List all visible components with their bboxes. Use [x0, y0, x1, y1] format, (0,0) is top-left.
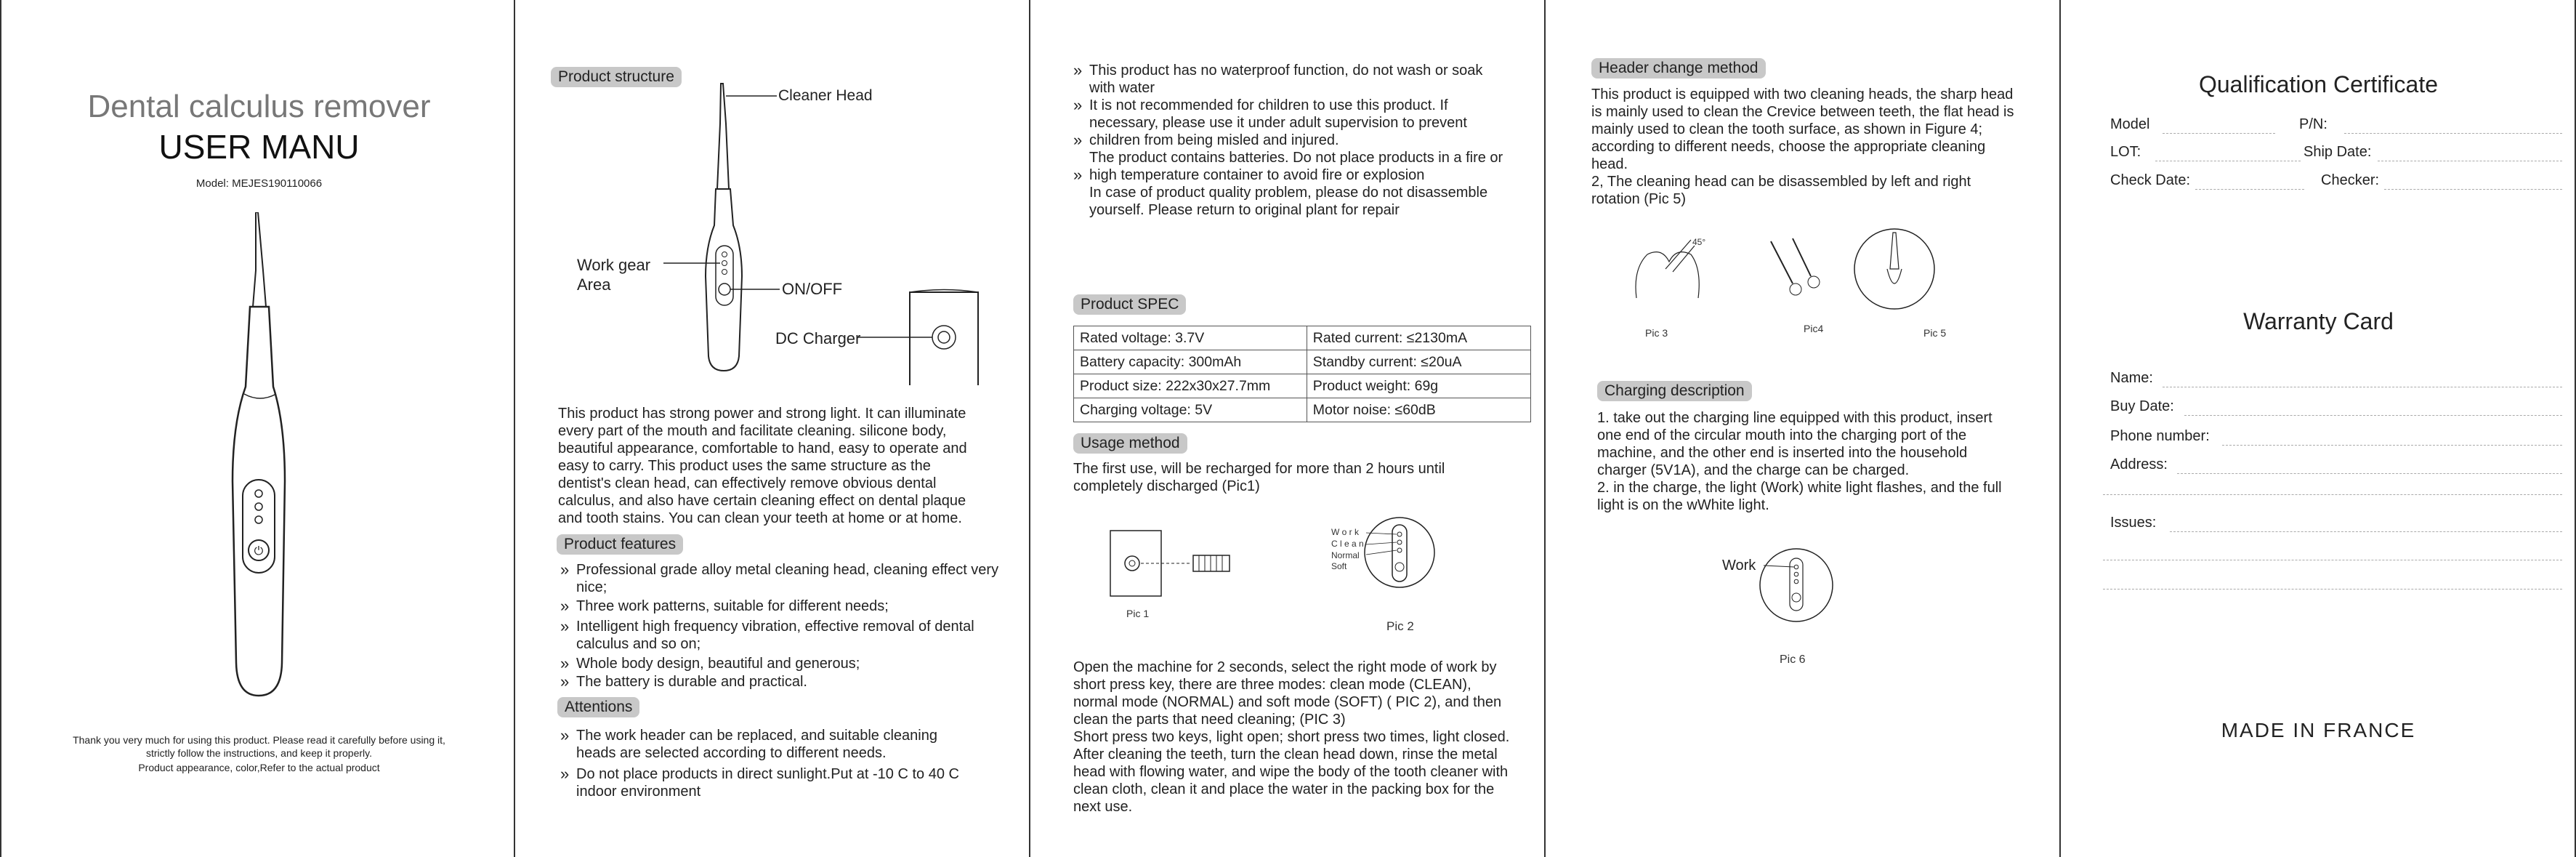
spec-cell: Standby current: ≤20uA	[1307, 350, 1530, 374]
feature-item	[576, 598, 889, 615]
spec-panel	[1030, 0, 1546, 857]
cert-check-date-line	[2195, 189, 2304, 190]
usage-line: clean cloth, clean it and place the water in the packing box for the	[1073, 781, 1495, 797]
header-line: 2, The cleaning head can be disassembled by left and right	[1591, 174, 1971, 190]
charging-line: one end of the circular mouth into the charging port of the	[1597, 427, 1967, 443]
feature-text: » The battery is durable and practical.	[576, 674, 807, 690]
charging-body	[1597, 409, 2055, 514]
desc-line: every part of the mouth and facilitate cleaning. silicone body,	[558, 423, 947, 439]
feature-text: » Intelligent high frequency vibration, effective removal of dental	[576, 619, 974, 635]
header-line: head.	[1591, 156, 1628, 172]
made-in-label: MADE IN FRANCE	[2221, 719, 2416, 741]
usage-line: normal mode (NORMAL) and soft mode (SOFT) ( PIC 2), and then	[1073, 694, 1502, 710]
pic2-caption: Pic 2	[1386, 619, 1414, 633]
svg-text:⏻: ⏻	[254, 545, 264, 558]
warranty-name-label: Name:	[2110, 370, 2153, 386]
header-line: mainly used to clean the tooth surface, as shown in Figure 4;	[1591, 121, 1983, 137]
table-row	[1074, 326, 1531, 350]
usage-line: After cleaning the teeth, turn the clean head down, rinse the metal	[1073, 747, 1498, 763]
pic1-caption: Pic 1	[1126, 608, 1150, 619]
structure-panel	[515, 0, 1030, 857]
header-line: is mainly used to clean the Crevice between teeth, the flat head is	[1591, 104, 2014, 120]
cert-model-label: Model	[2110, 116, 2150, 132]
warranty-issues-label: Issues:	[2110, 515, 2157, 531]
warranty-buy-date-line	[2184, 415, 2562, 416]
usage-line: Short press two keys, light open; short press two times, light closed.	[1073, 729, 1510, 745]
spec-cell: Product weight: 69g	[1307, 374, 1530, 398]
table-row	[1074, 374, 1531, 398]
pic5-caption: Pic 5	[1923, 327, 1947, 339]
thanks-line-1: Thank you very much for using this product. Please read it carefully before using it,	[73, 734, 445, 746]
label-area: Area	[577, 275, 611, 294]
desc-line: and tooth stains. You can clean your teeth at home or at home.	[558, 510, 962, 526]
charging-line: charger (5V1A), and the charge can be charged.	[1597, 462, 1910, 478]
thanks-line-3: Product appearance, color,Refer to the actual product	[138, 762, 380, 773]
usage-pictures	[1030, 509, 1546, 640]
feature-item	[576, 673, 807, 691]
certificate-title: Qualification Certificate	[2198, 71, 2439, 97]
header-change-heading: Header change method	[1591, 58, 1766, 79]
warning-line: yourself. Please return to original plant for repair	[1089, 202, 1400, 218]
usage-line: Open the machine for 2 seconds, select the right mode of work by	[1073, 659, 1497, 675]
desc-line: easy to carry. This product uses the same structure as the	[558, 458, 931, 474]
usage-heading: Usage method	[1073, 433, 1187, 454]
charging-line: machine, and the other end is inserted into the household	[1597, 445, 1968, 461]
warning-line: » It is not recommended for children to use this product. If	[1089, 97, 1540, 114]
features-heading: Product features	[557, 534, 683, 555]
header-change-body	[1591, 86, 2056, 208]
attention-item	[576, 765, 959, 800]
structure-description	[558, 405, 1023, 527]
cert-checker-line	[2384, 189, 2562, 190]
cert-checker-label: Checker:	[2321, 172, 2380, 188]
table-row	[1074, 350, 1531, 374]
warning-line: » children from being misled and injured.	[1089, 132, 1540, 149]
cert-model-line	[2163, 133, 2275, 134]
cover-panel	[0, 0, 515, 857]
header-line: according to different needs, choose the appropriate cleaning	[1591, 139, 1986, 155]
feature-item	[576, 561, 1012, 596]
usage-intro-line: completely discharged (Pic1)	[1073, 478, 1260, 494]
warning-line: » high temperature container to avoid fire or explosion	[1089, 166, 1540, 184]
label-onoff: ON/OFF	[782, 280, 843, 298]
usage-line: clean the parts that need cleaning; (PIC 3)	[1073, 712, 1346, 728]
warranty-address-line-2	[2103, 494, 2562, 495]
head-pictures	[1546, 225, 2061, 334]
feature-text: » Whole body design, beautiful and generous;	[576, 656, 860, 672]
feature-text: » Three work patterns, suitable for different needs;	[576, 598, 889, 614]
warning-line: The product contains batteries. Do not place products in a fire or	[1089, 150, 1503, 166]
spec-cell: Product size: 222x30x27.7mm	[1074, 374, 1307, 398]
pic4-caption: Pic4	[1804, 323, 1824, 334]
header-line: rotation (Pic 5)	[1591, 191, 1687, 207]
spec-cell: Battery capacity: 300mAh	[1074, 350, 1307, 374]
spec-cell: Rated voltage: 3.7V	[1074, 326, 1307, 350]
feature-item	[576, 655, 860, 672]
warning-line: with water	[1089, 80, 1155, 96]
table-row	[1074, 398, 1531, 422]
structure-heading: Product structure	[551, 67, 682, 87]
warranty-buy-date-label: Buy Date:	[2110, 398, 2174, 414]
usage-mode-work: W o r k	[1331, 527, 1359, 537]
charging-heading: Charging description	[1597, 381, 1752, 401]
warranty-address-label: Address:	[2110, 456, 2168, 472]
pic3-caption: Pic 3	[1645, 327, 1668, 339]
warranty-issues-line-3	[2103, 589, 2562, 590]
pic6-caption: Pic 6	[1780, 653, 1806, 666]
charging-line: 2. in the charge, the light (Work) white light flashes, and the full	[1597, 480, 2002, 496]
charging-line: 1. take out the charging line equipped with this product, insert	[1597, 410, 1992, 426]
cover-subtitle: USER MANU	[158, 128, 360, 166]
warning-line: In case of product quality problem, please do not disassemble	[1089, 185, 1488, 201]
feature-item	[576, 618, 974, 653]
attention-item	[576, 727, 937, 762]
warranty-phone-label: Phone number:	[2110, 428, 2210, 444]
usage-mode-soft: Soft	[1331, 561, 1347, 571]
attentions-heading: Attentions	[557, 697, 639, 717]
usage-mode-normal: Normal	[1331, 550, 1360, 560]
label-cleaner-head: Cleaner Head	[778, 87, 873, 104]
thanks-line-2: strictly follow the instructions, and keep it properly.	[146, 747, 372, 759]
charging-work-label: Work	[1722, 558, 1756, 574]
cert-pn-label: P/N:	[2299, 116, 2327, 132]
warranty-phone-line	[2222, 445, 2562, 446]
spec-cell: Rated current: ≤2130mA	[1307, 326, 1530, 350]
usage-body	[1073, 659, 1538, 816]
usage-intro-line: The first use, will be recharged for more than 2 hours until	[1073, 461, 1445, 477]
usage-line: head with flowing water, and wipe the body of the tooth cleaner with	[1073, 764, 1509, 780]
attention-text: heads are selected according to different needs.	[576, 745, 887, 761]
warning-line: » This product has no waterproof function, do not wash or soak	[1089, 62, 1540, 79]
angle-label: 45°	[1692, 237, 1706, 247]
header-line: This product is equipped with two cleaning heads, the sharp head	[1591, 86, 2014, 102]
structure-diagram	[515, 73, 1030, 385]
model-line: Model: MEJES190110066	[195, 177, 323, 190]
warranty-title: Warranty Card	[2243, 308, 2394, 334]
spec-cell: Charging voltage: 5V	[1074, 398, 1307, 422]
feature-text: » Professional grade alloy metal cleaning head, cleaning effect very	[576, 562, 999, 578]
usage-line: short press key, there are three modes: clean mode (CLEAN),	[1073, 677, 1471, 693]
warning-line: necessary, please use it under adult supervision to prevent	[1089, 115, 1467, 131]
attention-text: » Do not place products in direct sunlight.Put at -10 C to 40 C	[576, 766, 959, 782]
label-work-gear: Work gear	[577, 256, 651, 274]
desc-line: dentist's clean head, can effectively remove obvious dental	[558, 475, 937, 491]
spec-heading: Product SPEC	[1073, 294, 1186, 315]
desc-line: beautiful appearance, comfortable to hand, easy to operate and	[558, 440, 967, 456]
usage-mode-clean: C l e a n	[1331, 539, 1364, 549]
charging-panel	[1546, 0, 2061, 857]
cover-title: Dental calculus remover	[87, 89, 431, 124]
usage-intro	[1073, 460, 1445, 495]
cert-lot-label: LOT:	[2110, 144, 2141, 160]
cert-pn-line	[2344, 133, 2562, 134]
warranty-address-line	[2177, 473, 2562, 474]
label-dc-charger: DC Charger	[775, 329, 861, 347]
charging-picture	[1546, 545, 2061, 632]
certificate-panel	[2061, 0, 2576, 857]
cert-ship-label: Ship Date:	[2304, 144, 2372, 160]
warranty-issues-line	[2170, 531, 2562, 532]
warnings-block	[1089, 62, 1540, 219]
attention-text: » The work header can be replaced, and suitable cleaning	[576, 728, 937, 744]
cert-check-date-label: Check Date:	[2110, 172, 2191, 188]
desc-line: calculus, and also have certain cleaning effect on dental plaque	[558, 493, 966, 509]
spec-table	[1073, 326, 1531, 422]
desc-line: This product has strong power and strong light. It can illuminate	[558, 406, 966, 422]
feature-text: calculus and so on;	[576, 636, 701, 652]
device-illustration	[212, 212, 307, 699]
feature-text: nice;	[576, 579, 607, 595]
charging-line: light is on the wWhite light.	[1597, 497, 1769, 513]
attention-text: indoor environment	[576, 784, 701, 800]
spec-cell: Motor noise: ≤60dB	[1307, 398, 1530, 422]
usage-line: next use.	[1073, 799, 1133, 815]
